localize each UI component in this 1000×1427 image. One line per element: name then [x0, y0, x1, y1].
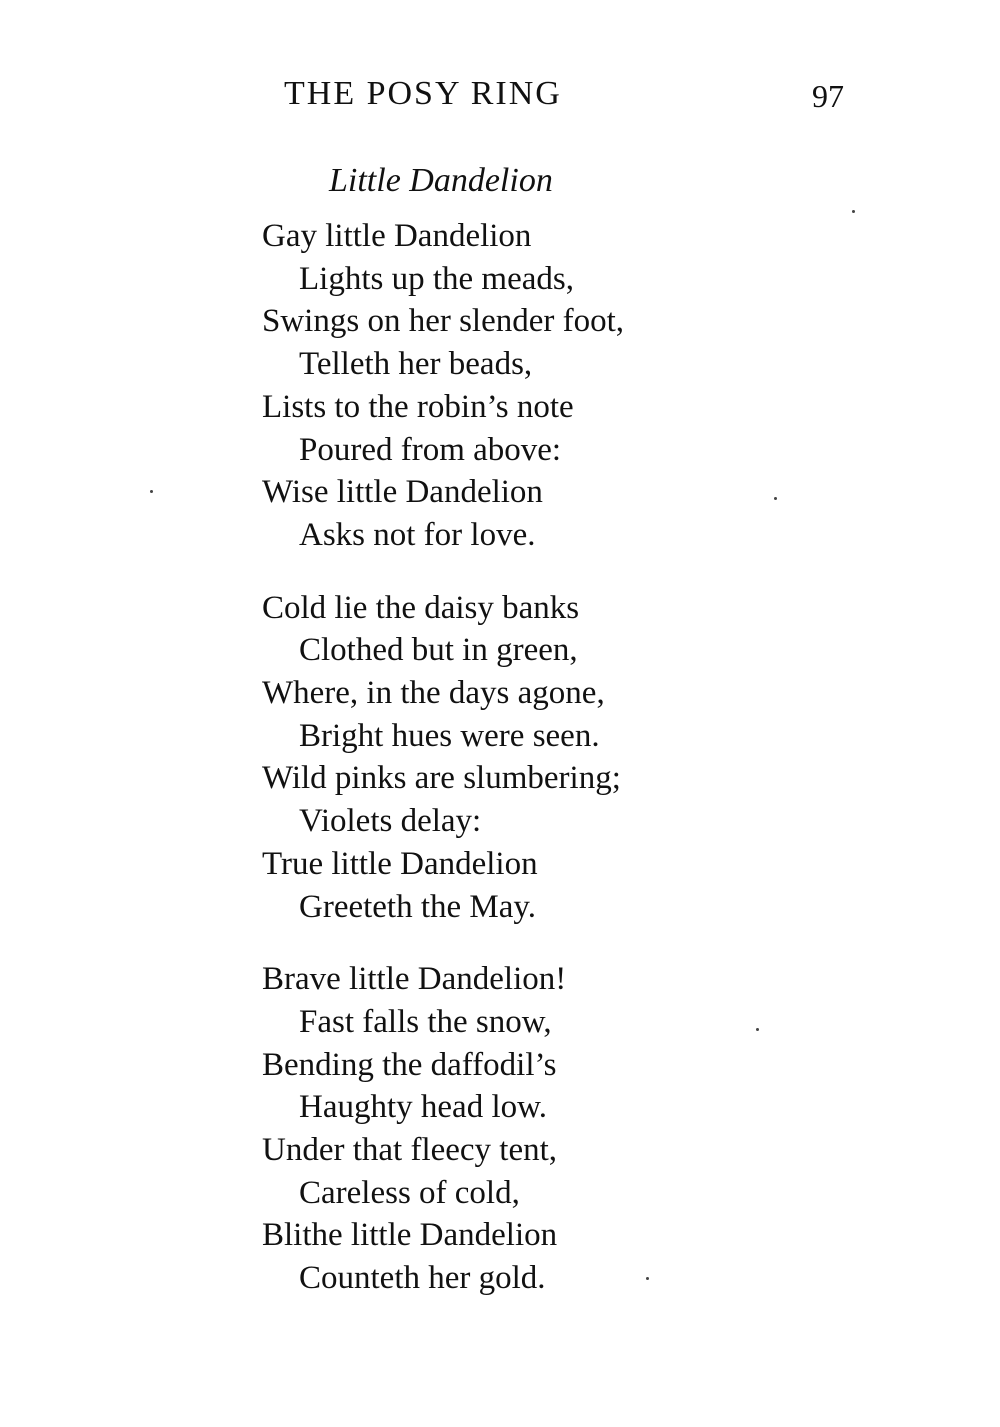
poem-line: Wild pinks are slumbering; [262, 760, 621, 797]
poem-line: Counteth her gold. [299, 1260, 546, 1297]
page-number: 97 [812, 78, 844, 114]
scan-speck [150, 490, 153, 493]
poem-line: Lists to the robin’s note [262, 388, 574, 425]
poem-line: Under that fleecy tent, [262, 1132, 558, 1169]
poem-body [262, 215, 822, 1330]
scan-speck [774, 497, 777, 500]
stanza-3 [262, 958, 822, 1300]
running-title: THE POSY RING [284, 75, 562, 112]
poem-line: Where, in the days agone, [262, 675, 605, 712]
poem-line: Poured from above: [299, 431, 562, 468]
poem-line: Brave little Dandelion! [262, 961, 567, 998]
poem-line: Blithe little Dandelion [262, 1217, 558, 1254]
poem-line: Clothed but in green, [299, 632, 578, 669]
poem-line: Cold lie the daisy banks [262, 589, 580, 626]
scan-speck [756, 1028, 759, 1031]
stanza-2 [262, 587, 822, 929]
poem-line: Asks not for love. [299, 516, 536, 553]
poem-line: Lights up the meads, [299, 260, 574, 297]
poem-line: Swings on her slender foot, [262, 303, 625, 340]
poem-line: Gay little Dandelion [262, 218, 532, 254]
poem-line: Fast falls the snow, [299, 1003, 552, 1040]
scan-speck [646, 1277, 649, 1280]
poem-line: Careless of cold, [299, 1174, 520, 1211]
poem-line: True little Dandelion [262, 845, 538, 882]
poem-line: Greeteth the May. [299, 888, 537, 925]
stanza-1 [262, 215, 822, 557]
poem-line: Bending the daffodil’s [262, 1046, 557, 1083]
poem-line: Telleth her beads, [299, 346, 533, 383]
poem-line: Haughty head low. [299, 1089, 548, 1126]
poem-line: Violets delay: [299, 803, 482, 840]
poem-line: Wise little Dandelion [262, 474, 543, 511]
scan-speck [852, 210, 855, 213]
poem-title: Little Dandelion [329, 162, 553, 199]
poem-line: Bright hues were seen. [299, 717, 600, 754]
